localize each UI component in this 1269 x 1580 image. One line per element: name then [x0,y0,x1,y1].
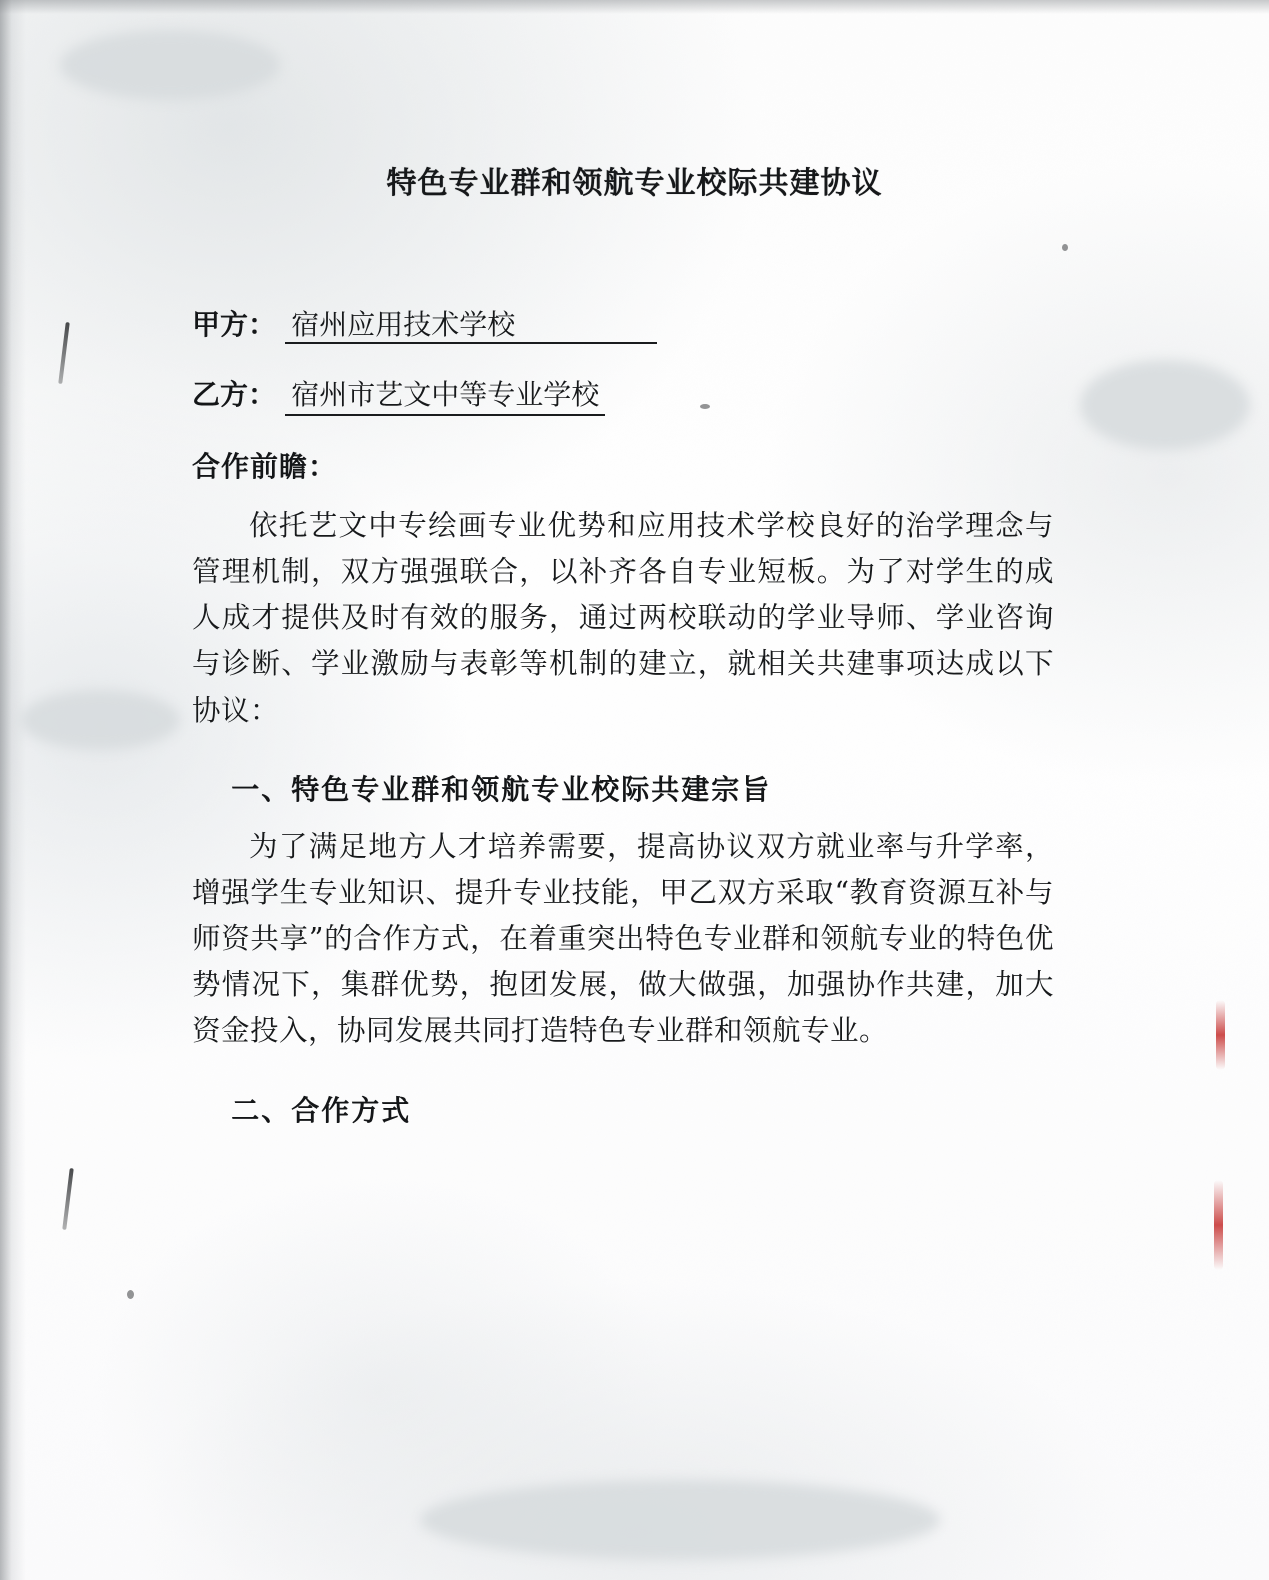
red-ink-mark [1216,1000,1225,1070]
section-2-heading: 二、合作方式 [231,1093,412,1127]
scan-smudge [420,1480,940,1560]
red-ink-mark [1214,1180,1223,1270]
page-title: 特色专业群和领航专业校际共建协议 [386,166,883,201]
document-content [192,310,1054,1145]
scan-speck [127,1290,134,1299]
preamble-paragraph: 依托艺文中专绘画专业优势和应用技术学校良好的治学理念与管理机制，双方强强联合，以补齐各自专业短板。为了对学生的成人成才提供及时有效的服务，通过两校联动的学业导师、学业咨询与诊断、学业激励与表彰等机制的建立，就相关共建事项达成以下协议： [192,509,1054,727]
party-a-label: 甲方： [192,308,277,341]
party-a-line [192,310,1054,344]
scan-smudge [1080,360,1250,450]
scan-smudge [20,690,180,750]
scan-smudge [60,30,280,100]
scan-speck [1062,244,1068,251]
party-b-label: 乙方： [192,378,277,411]
preamble-heading: 合作前瞻： [192,450,338,483]
scan-tick-mark [62,1168,74,1230]
party-b-value: 宿州市艺文中等专业学校 [285,378,605,416]
scan-tick-mark [58,322,70,384]
party-b-line [192,380,1054,409]
party-a-value: 宿州应用技术学校 [285,311,657,344]
section-1-heading: 一、特色专业群和领航专业校际共建宗旨 [231,772,772,806]
section-1-paragraph: 为了满足地方人才培养需要，提高协议双方就业率与升学率，增强学生专业知识、提升专业技能，甲乙双方采取“教育资源互补与师资共享”的合作方式，在着重突出特色专业群和领航专业的特色优势情况下，集群优势，抱团发展，做大做强，加强协作共建，加大资金投入，协同发展共同打造特色专业群和领航专业。 [192,829,1054,1048]
